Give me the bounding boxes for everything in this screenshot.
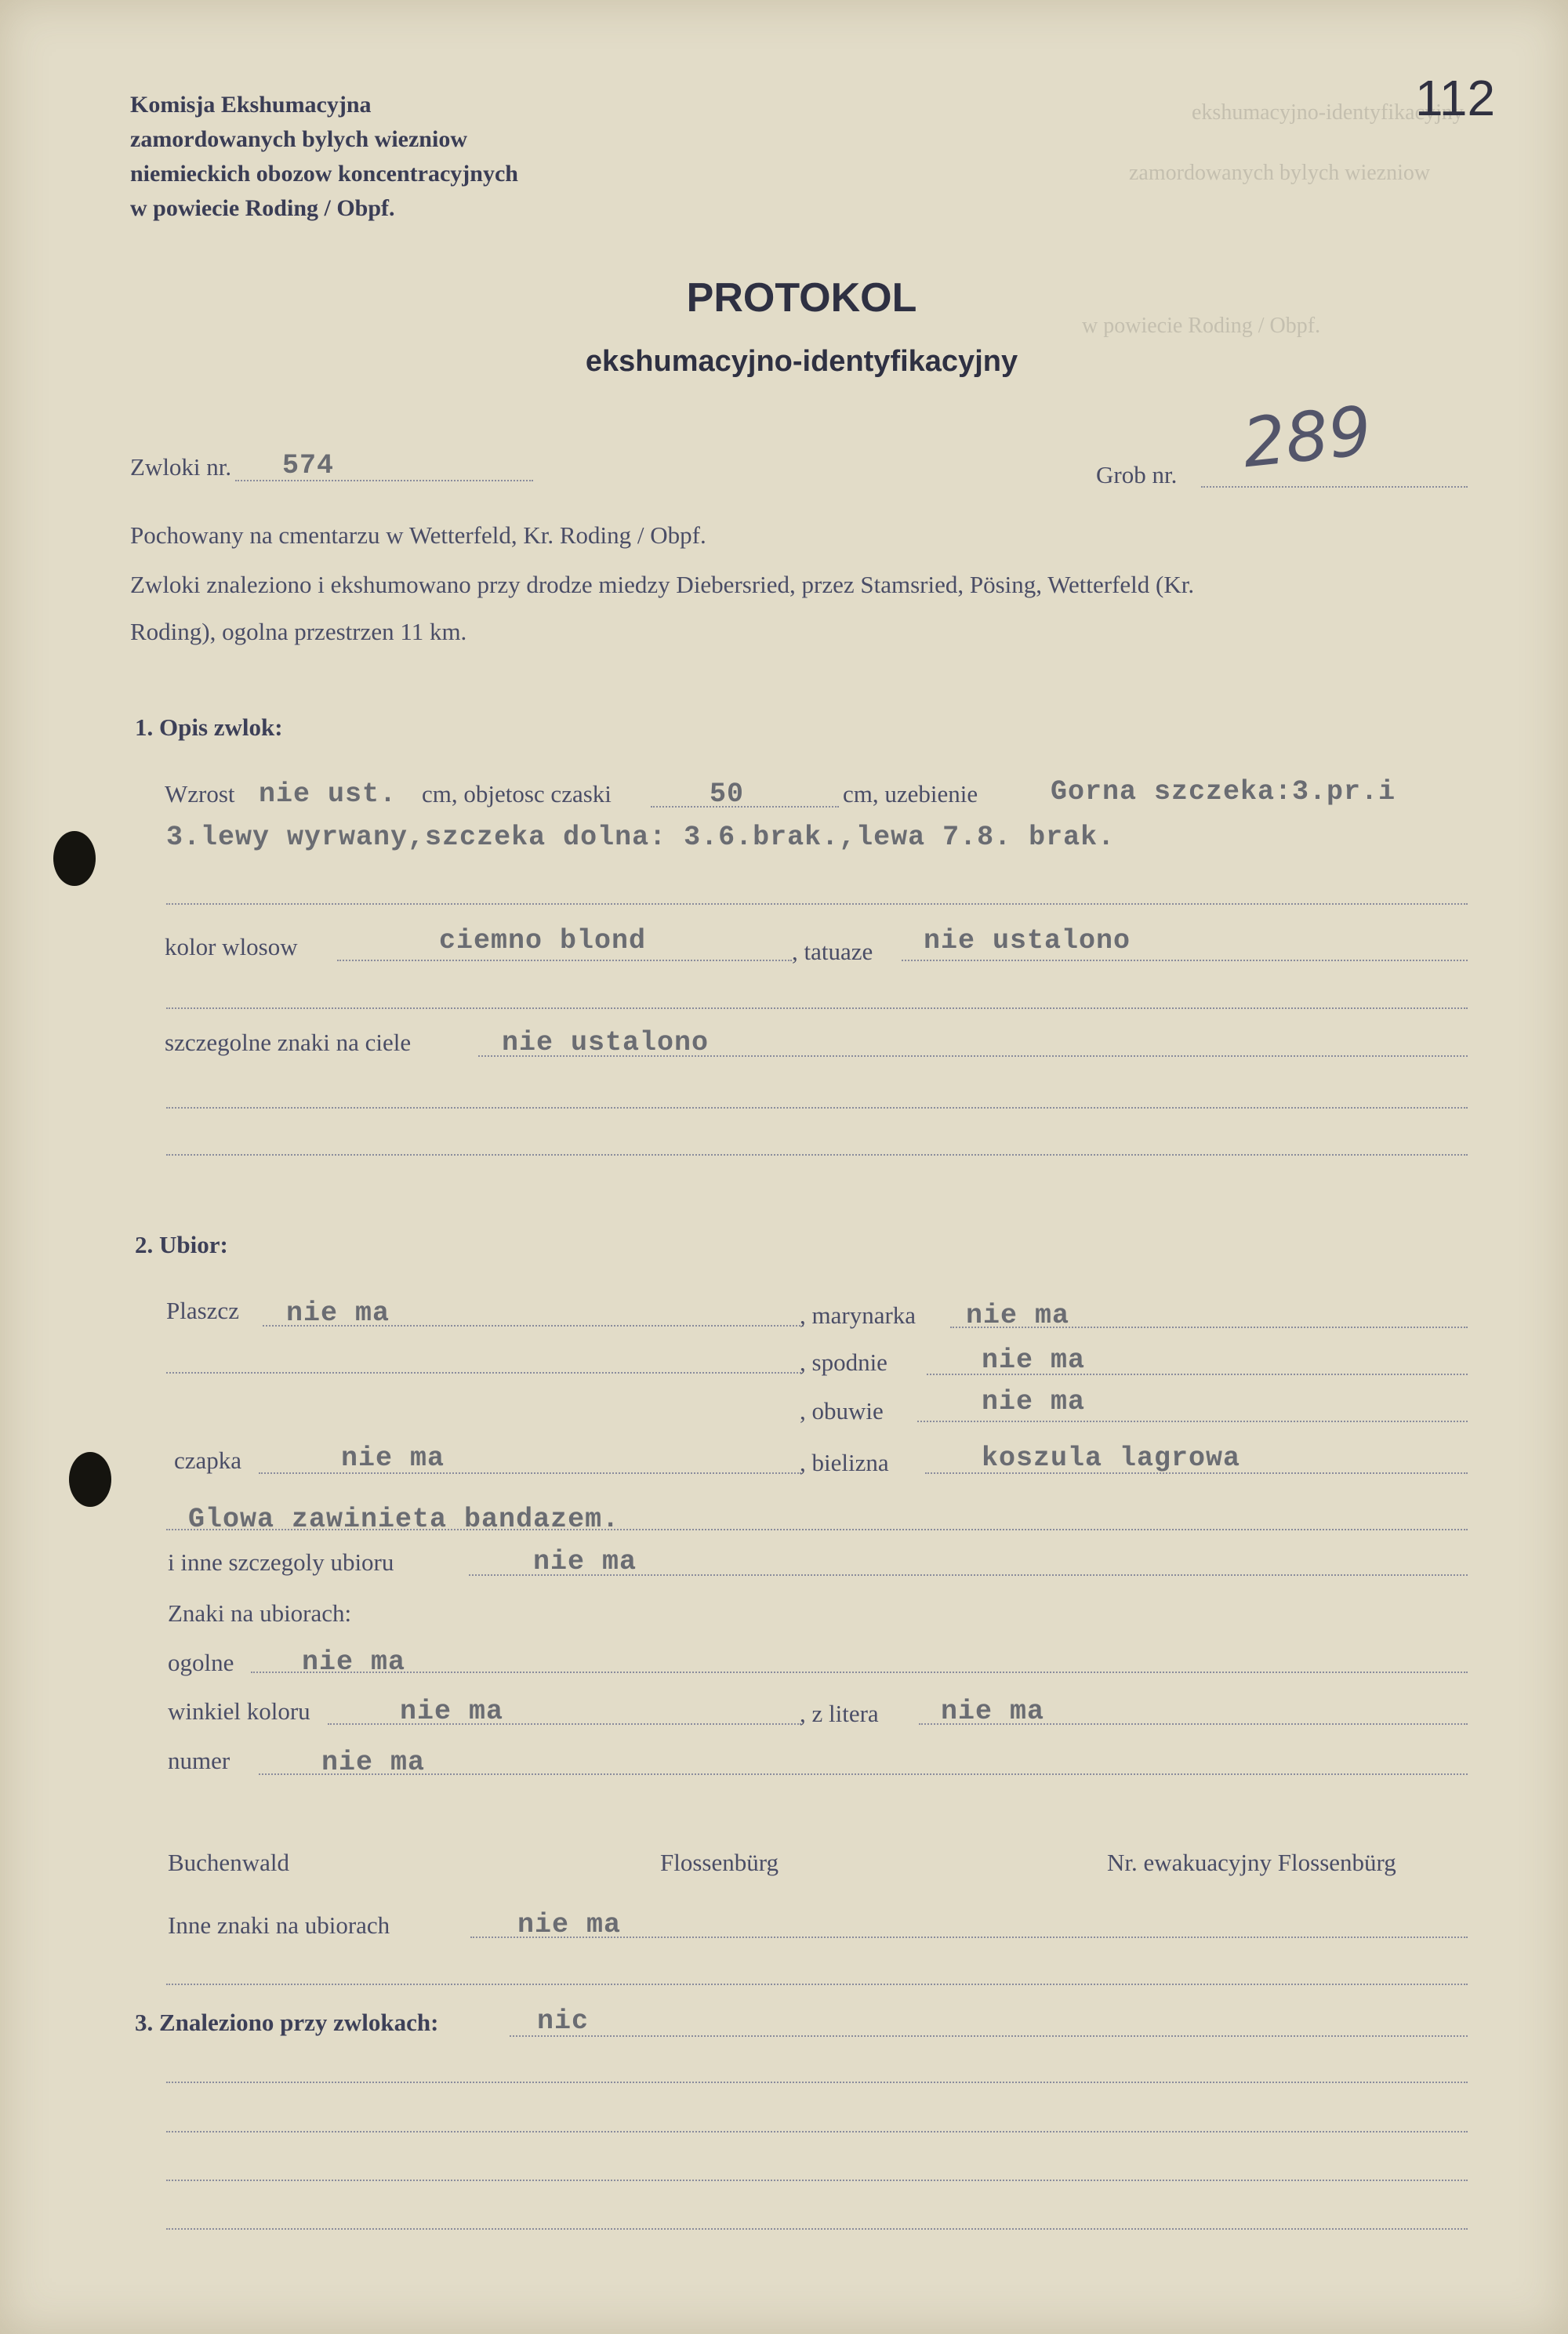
- bleed-through-text: ekshumacyjno-identyfikacyjny: [1192, 100, 1464, 125]
- spodnie-value: nie ma: [982, 1345, 1086, 1376]
- litera-value: nie ma: [941, 1696, 1045, 1727]
- punch-hole: [69, 1452, 111, 1507]
- czapka-value: nie ma: [341, 1443, 445, 1474]
- tatuaze-label: , tatuaze: [792, 938, 873, 965]
- tatuaze-value: nie ustalono: [924, 925, 1131, 956]
- burial-line: Pochowany na cmentarzu w Wetterfeld, Kr. Roding / Obpf.: [130, 521, 706, 549]
- winkiel-label: winkiel koloru: [168, 1697, 310, 1725]
- dotted-line: [166, 1984, 1468, 1985]
- document-title: PROTOKOL: [686, 275, 917, 321]
- section-3-heading: 3. Znaleziono przy zwlokach:: [135, 2009, 439, 2036]
- dotted-line: [166, 2228, 1468, 2230]
- buchenwald-label: Buchenwald: [168, 1849, 289, 1876]
- inne-szczegoly-label: i inne szczegoly ubioru: [168, 1548, 394, 1576]
- plaszcz-value: nie ma: [286, 1298, 390, 1329]
- page-number: 112: [1415, 70, 1496, 126]
- dotted-line: [902, 960, 1468, 961]
- obuwie-value: nie ma: [982, 1386, 1086, 1417]
- kolor-wlosow-value: ciemno blond: [439, 925, 647, 956]
- dotted-line: [166, 903, 1468, 905]
- dotted-line: [510, 2035, 1468, 2037]
- wzrost-label: Wzrost: [165, 780, 235, 808]
- found-line-1: Zwloki znaleziono i ekshumowano przy drodze miedzy Diebersried, przez Stamsried, Pösing, Wetterfeld (Kr.: [130, 571, 1195, 598]
- inne-znaki-value: nie ma: [517, 1909, 622, 1940]
- flossenburg-label: Flossenbürg: [660, 1849, 779, 1876]
- section-3-value: nic: [537, 2005, 590, 2037]
- inne-znaki-label: Inne znaki na ubiorach: [168, 1911, 390, 1939]
- ogolne-value: nie ma: [302, 1646, 406, 1678]
- dotted-line: [651, 806, 839, 808]
- grob-label: Grob nr.: [1096, 461, 1178, 488]
- bleed-through-text: w powiecie Roding / Obpf.: [1082, 314, 1321, 338]
- cm-uzebienie-label: cm, uzebienie: [843, 780, 978, 808]
- dotted-line: [337, 960, 792, 961]
- org-line-3: niemieckich obozow koncentracyjnych: [130, 161, 518, 187]
- clothing-note: Glowa zawinieta bandazem.: [188, 1504, 620, 1535]
- dotted-line: [235, 480, 533, 481]
- szczegolne-znaki-label: szczegolne znaki na ciele: [165, 1029, 412, 1056]
- winkiel-value: nie ma: [400, 1696, 504, 1727]
- punch-hole: [53, 831, 96, 886]
- dotted-line: [166, 1154, 1468, 1156]
- org-line-2: zamordowanych bylych wiezniow: [130, 126, 467, 152]
- bielizna-value: koszula lagrowa: [982, 1443, 1241, 1474]
- cm-objetosc-label: cm, objetosc czaski: [422, 780, 612, 808]
- dotted-line: [166, 2180, 1468, 2181]
- szczegolne-znaki-value: nie ustalono: [502, 1027, 710, 1058]
- bleed-through-text: zamordowanych bylych wiezniow: [1129, 161, 1431, 185]
- org-line-4: w powiecie Roding / Obpf.: [130, 195, 395, 221]
- dotted-line: [251, 1672, 1468, 1673]
- organization-header: [130, 88, 518, 226]
- document-subtitle: ekshumacyjno-identyfikacyjny: [585, 345, 1018, 378]
- nr-ewakuacyjny-label: Nr. ewakuacyjny Flossenbürg: [1107, 1849, 1396, 1876]
- numer-value: nie ma: [321, 1747, 426, 1778]
- dotted-line: [166, 2082, 1468, 2083]
- dotted-line: [328, 1723, 801, 1725]
- ogolne-label: ogolne: [168, 1649, 234, 1676]
- dotted-line: [166, 2131, 1468, 2133]
- dotted-line: [259, 1773, 1468, 1775]
- marynarka-value: nie ma: [966, 1300, 1070, 1331]
- dotted-line: [166, 1007, 1468, 1009]
- dotted-line: [166, 1372, 801, 1374]
- numer-label: numer: [168, 1747, 230, 1774]
- uzebienie-line-1: Gorna szczeka:3.pr.i: [1051, 776, 1396, 808]
- wzrost-value: nie ust.: [259, 779, 397, 810]
- zwloki-value: 574: [282, 450, 335, 481]
- inne-szczegoly-value: nie ma: [533, 1546, 637, 1577]
- section-2-heading: 2. Ubior:: [135, 1231, 228, 1258]
- section-1-heading: 1. Opis zwlok:: [135, 713, 283, 741]
- zwloki-label: Zwloki nr.: [130, 453, 232, 481]
- dotted-line: [259, 1472, 801, 1474]
- dotted-line: [166, 1529, 1468, 1530]
- spodnie-label: , spodnie: [800, 1348, 887, 1376]
- obuwie-label: , obuwie: [800, 1397, 884, 1425]
- found-line-2: Roding), ogolna przestrzen 11 km.: [130, 618, 467, 645]
- dotted-line: [1201, 486, 1468, 488]
- czaszka-value: 50: [710, 779, 745, 810]
- kolor-wlosow-label: kolor wlosow: [165, 933, 298, 960]
- plaszcz-label: Plaszcz: [166, 1297, 239, 1324]
- dotted-line: [917, 1421, 1468, 1422]
- znaki-na-ubiorach-label: Znaki na ubiorach:: [168, 1599, 352, 1627]
- litera-label: , z litera: [800, 1700, 879, 1727]
- dotted-line: [166, 1107, 1468, 1109]
- czapka-label: czapka: [174, 1446, 242, 1474]
- grob-value-handwritten: 289: [1239, 391, 1375, 484]
- marynarka-label: , marynarka: [800, 1301, 916, 1329]
- uzebienie-line-2: 3.lewy wyrwany,szczeka dolna: 3.6.brak.,lewa 7.8. brak.: [166, 822, 1116, 853]
- org-line-1: Komisja Ekshumacyjna: [130, 92, 372, 118]
- bielizna-label: , bielizna: [800, 1449, 889, 1476]
